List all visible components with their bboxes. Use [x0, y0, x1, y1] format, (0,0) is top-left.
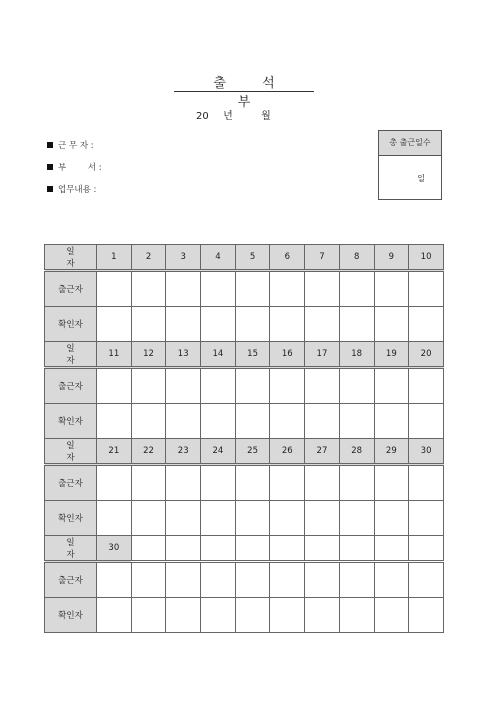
signature-cell[interactable]	[374, 598, 409, 633]
signature-cell[interactable]	[409, 271, 444, 307]
signature-cell[interactable]	[131, 465, 166, 501]
info-department	[47, 161, 102, 173]
day-number-cell	[166, 536, 201, 562]
day-number-cell: 6	[270, 245, 305, 271]
signature-cell[interactable]	[270, 271, 305, 307]
confirm-label: 확인자	[45, 307, 97, 342]
day-number-cell: 30	[409, 439, 444, 465]
check-in-label: 출근자	[45, 562, 97, 598]
signature-cell[interactable]	[339, 465, 374, 501]
day-number-cell	[374, 536, 409, 562]
signature-cell[interactable]	[305, 562, 340, 598]
page-title: 출 석 부	[213, 76, 291, 110]
signature-cell[interactable]	[374, 465, 409, 501]
signature-cell[interactable]	[305, 404, 340, 439]
signature-cell[interactable]	[339, 368, 374, 404]
day-number-cell: 22	[131, 439, 166, 465]
day-header-cell: 일 자	[45, 245, 97, 271]
confirm-label: 확인자	[45, 598, 97, 633]
check-in-label: 출근자	[45, 271, 97, 307]
day-number-cell: 16	[270, 342, 305, 368]
signature-cell[interactable]	[201, 271, 236, 307]
day-number-cell: 17	[305, 342, 340, 368]
signature-cell[interactable]	[166, 562, 201, 598]
day-number-cell: 20	[409, 342, 444, 368]
signature-cell[interactable]	[235, 598, 270, 633]
day-number-cell	[131, 536, 166, 562]
day-number-cell	[270, 536, 305, 562]
day-header-cell: 일 자	[45, 439, 97, 465]
signature-cell[interactable]	[201, 307, 236, 342]
info-worker	[47, 139, 94, 151]
day-number-cell: 9	[374, 245, 409, 271]
signature-cell[interactable]	[409, 368, 444, 404]
day-header-cell: 일 자	[45, 536, 97, 562]
signature-cell[interactable]	[97, 307, 132, 342]
day-number-cell: 12	[131, 342, 166, 368]
total-days-box	[378, 130, 442, 200]
day-number-cell: 11	[97, 342, 132, 368]
signature-cell[interactable]	[235, 562, 270, 598]
signature-cell[interactable]	[305, 307, 340, 342]
day-number-cell: 21	[97, 439, 132, 465]
signature-cell[interactable]	[201, 368, 236, 404]
signature-cell[interactable]	[374, 368, 409, 404]
signature-cell[interactable]	[270, 404, 305, 439]
confirm-label: 확인자	[45, 501, 97, 536]
signature-cell[interactable]	[97, 404, 132, 439]
signature-cell[interactable]	[374, 562, 409, 598]
day-row	[45, 245, 444, 271]
day-number-cell: 19	[374, 342, 409, 368]
signature-cell[interactable]	[235, 404, 270, 439]
signature-cell[interactable]	[131, 562, 166, 598]
signature-cell[interactable]	[166, 598, 201, 633]
confirm-label: 확인자	[45, 404, 97, 439]
signature-cell[interactable]	[374, 307, 409, 342]
info-duties	[47, 183, 96, 195]
signature-cell[interactable]	[201, 465, 236, 501]
day-row	[45, 439, 444, 465]
day-number-cell: 26	[270, 439, 305, 465]
signature-cell[interactable]	[270, 368, 305, 404]
signature-cell[interactable]	[339, 307, 374, 342]
day-number-cell: 8	[339, 245, 374, 271]
date-line	[196, 107, 271, 122]
signature-cell[interactable]	[201, 404, 236, 439]
day-number-cell: 24	[201, 439, 236, 465]
signature-cell[interactable]	[166, 501, 201, 536]
month-unit: 월	[261, 111, 271, 122]
attendance-table	[44, 244, 444, 633]
signature-cell[interactable]	[339, 598, 374, 633]
signature-cell[interactable]	[131, 501, 166, 536]
signature-cell[interactable]	[235, 501, 270, 536]
signature-cell[interactable]	[131, 271, 166, 307]
signature-cell[interactable]	[409, 404, 444, 439]
signature-cell[interactable]	[305, 501, 340, 536]
signature-cell[interactable]	[235, 271, 270, 307]
day-number-cell: 4	[201, 245, 236, 271]
signature-cell[interactable]	[339, 404, 374, 439]
signature-cell[interactable]	[97, 271, 132, 307]
signature-cell[interactable]	[305, 368, 340, 404]
info-duties-label: 업무내용 :	[58, 185, 97, 195]
signature-cell[interactable]	[235, 368, 270, 404]
day-number-cell	[339, 536, 374, 562]
day-number-cell: 14	[201, 342, 236, 368]
day-number-cell	[201, 536, 236, 562]
day-row	[45, 342, 444, 368]
bullet-square-icon	[47, 164, 53, 170]
signature-cell[interactable]	[270, 307, 305, 342]
signature-cell[interactable]	[201, 598, 236, 633]
signature-cell[interactable]	[270, 562, 305, 598]
bullet-square-icon	[47, 142, 53, 148]
day-number-cell: 5	[235, 245, 270, 271]
day-number-cell: 1	[97, 245, 132, 271]
bullet-square-icon	[47, 186, 53, 192]
day-number-cell: 27	[305, 439, 340, 465]
signature-cell[interactable]	[201, 501, 236, 536]
info-worker-label: 근 무 자 :	[58, 141, 94, 151]
signature-cell[interactable]	[409, 307, 444, 342]
signature-cell[interactable]	[235, 307, 270, 342]
year-unit: 년	[223, 111, 233, 122]
info-department-label: 부 서 :	[58, 163, 102, 173]
signature-cell[interactable]	[97, 465, 132, 501]
check-in-row	[45, 271, 444, 307]
confirm-row	[45, 501, 444, 536]
signature-cell[interactable]	[131, 368, 166, 404]
day-number-cell: 25	[235, 439, 270, 465]
total-days-label: 총 출근일수	[379, 131, 441, 156]
confirm-row	[45, 404, 444, 439]
signature-cell[interactable]	[131, 404, 166, 439]
check-in-row	[45, 562, 444, 598]
signature-cell[interactable]	[305, 465, 340, 501]
day-number-cell: 2	[131, 245, 166, 271]
signature-cell[interactable]	[305, 271, 340, 307]
title-underline	[174, 91, 314, 92]
day-number-cell	[305, 536, 340, 562]
signature-cell[interactable]	[166, 307, 201, 342]
day-number-cell: 29	[374, 439, 409, 465]
day-number-cell: 7	[305, 245, 340, 271]
day-number-cell: 3	[166, 245, 201, 271]
signature-cell[interactable]	[235, 465, 270, 501]
signature-cell[interactable]	[409, 465, 444, 501]
year-prefix: 20	[196, 111, 209, 122]
day-number-cell: 10	[409, 245, 444, 271]
signature-cell[interactable]	[166, 368, 201, 404]
day-number-cell	[235, 536, 270, 562]
day-number-cell: 28	[339, 439, 374, 465]
signature-cell[interactable]	[97, 598, 132, 633]
signature-cell[interactable]	[166, 404, 201, 439]
signature-cell[interactable]	[339, 501, 374, 536]
check-in-row	[45, 465, 444, 501]
signature-cell[interactable]	[201, 562, 236, 598]
check-in-label: 출근자	[45, 368, 97, 404]
signature-cell[interactable]	[270, 598, 305, 633]
check-in-row	[45, 368, 444, 404]
signature-cell[interactable]	[339, 562, 374, 598]
day-row	[45, 536, 444, 562]
signature-cell[interactable]	[97, 562, 132, 598]
signature-cell[interactable]	[409, 598, 444, 633]
confirm-row	[45, 307, 444, 342]
day-number-cell	[409, 536, 444, 562]
signature-cell[interactable]	[270, 465, 305, 501]
signature-cell[interactable]	[305, 598, 340, 633]
signature-cell[interactable]	[374, 271, 409, 307]
signature-cell[interactable]	[374, 501, 409, 536]
signature-cell[interactable]	[97, 368, 132, 404]
signature-cell[interactable]	[131, 598, 166, 633]
signature-cell[interactable]	[409, 501, 444, 536]
signature-cell[interactable]	[270, 501, 305, 536]
day-number-cell: 13	[166, 342, 201, 368]
day-header-cell: 일 자	[45, 342, 97, 368]
signature-cell[interactable]	[166, 465, 201, 501]
signature-cell[interactable]	[374, 404, 409, 439]
total-days-unit: 일	[417, 174, 425, 183]
signature-cell[interactable]	[131, 307, 166, 342]
day-number-cell: 23	[166, 439, 201, 465]
signature-cell[interactable]	[339, 271, 374, 307]
signature-cell[interactable]	[97, 501, 132, 536]
day-number-cell: 30	[97, 536, 132, 562]
signature-cell[interactable]	[409, 562, 444, 598]
signature-cell[interactable]	[166, 271, 201, 307]
check-in-label: 출근자	[45, 465, 97, 501]
day-number-cell: 15	[235, 342, 270, 368]
day-number-cell: 18	[339, 342, 374, 368]
confirm-row	[45, 598, 444, 633]
